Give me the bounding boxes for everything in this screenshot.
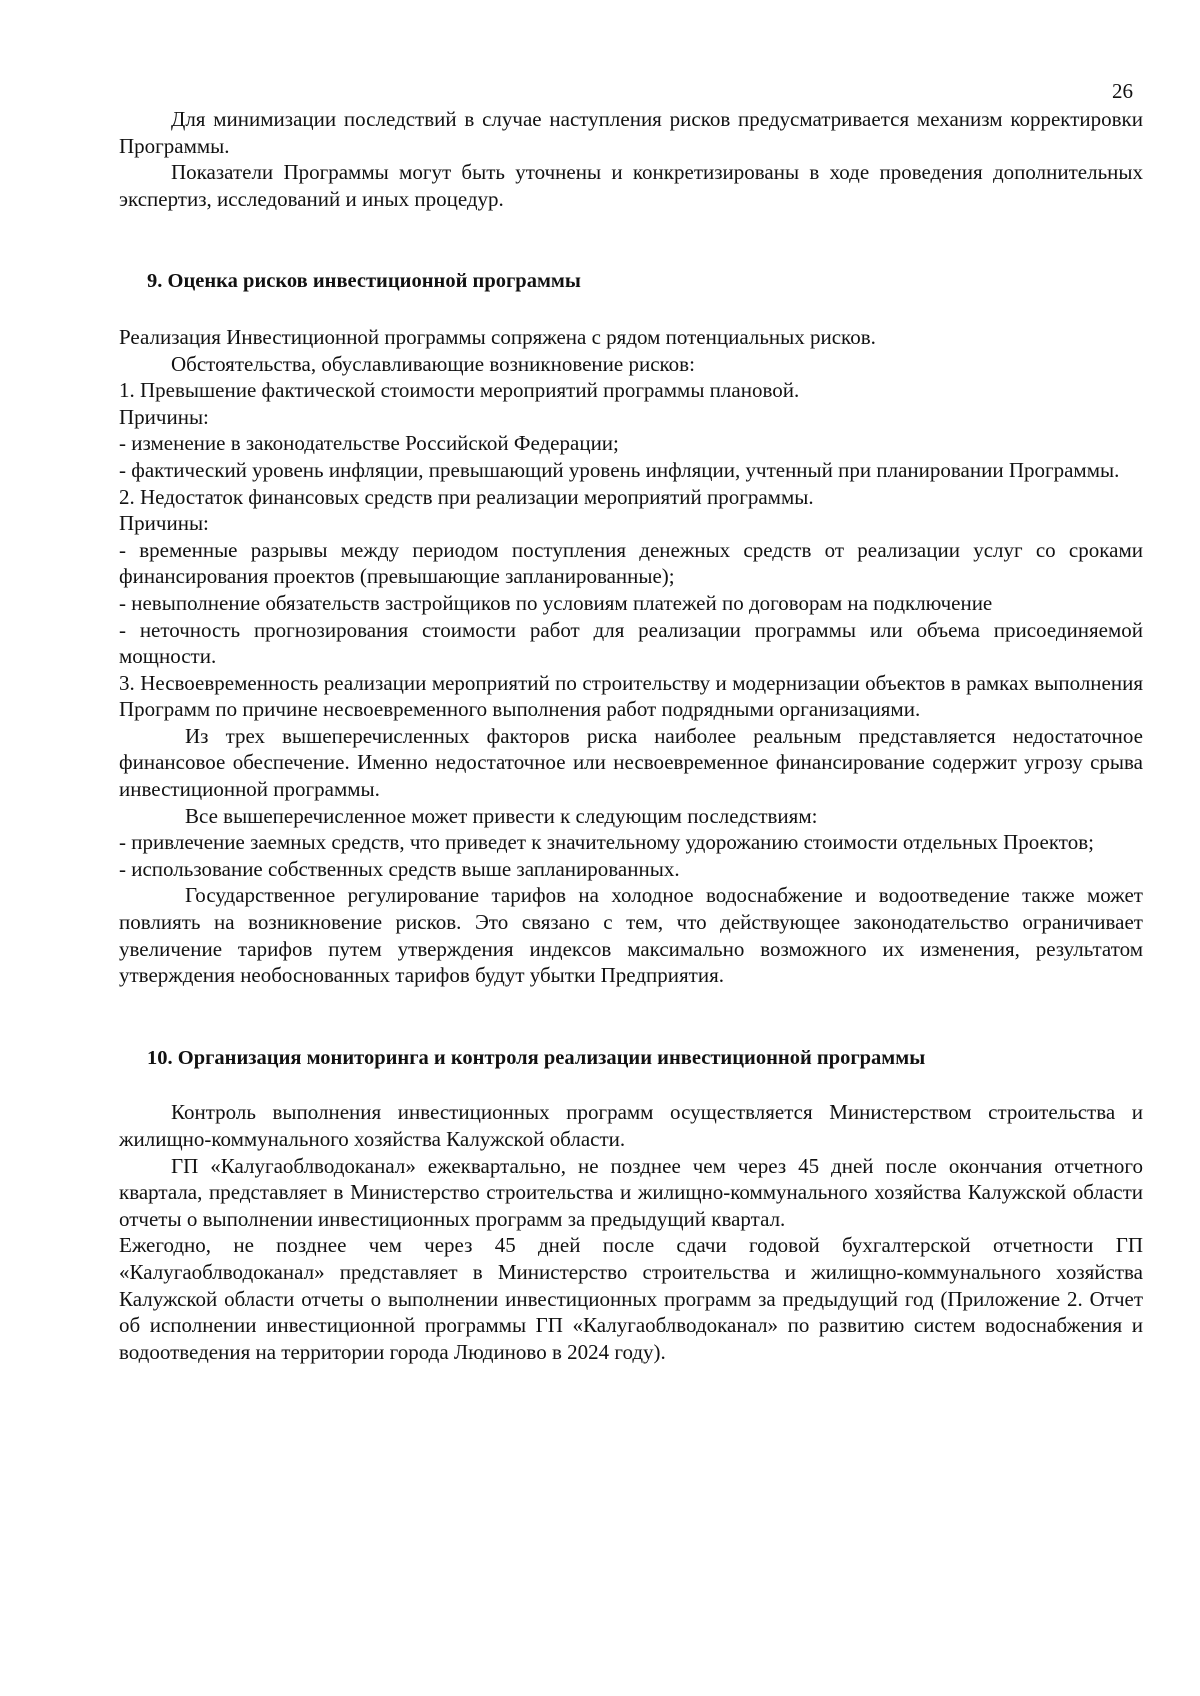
reason-1-2: - фактический уровень инфляции, превышающий уровень инфляции, учтенный при планировании Программы. [119,457,1120,482]
reason-1-1: - изменение в законодательстве Российской Федерации; [119,431,619,456]
intro-paragraph-2: Показатели Программы могут быть уточнены и конкретизированы в ходе проведения дополнительных экспертиз, исследований и иных процедур. [119,160,1143,211]
consequence-1: - привлечение заемных средств, что приведет к значительному удорожанию стоимости отдельных Проектов; [119,830,1094,855]
reason-2-1: - временные разрывы между периодом поступления денежных средств от реализации услуг со сроками финансирования проектов (превышающие запланированные); [119,537,1143,589]
circumstances-intro: Обстоятельства, обуславливающие возникновение рисков: [171,351,695,376]
reason-2-2: - невыполнение обязательств застройщиков по условиям платежей по договорам на подключение [119,590,993,615]
consequence-2: - использование собственных средств выше запланированных. [119,856,680,881]
risk-item-2: 2. Недостаток финансовых средств при реализации мероприятий программы. [119,484,814,509]
risk-conclusion: Из трех вышеперечисленных факторов риска наиболее реальным представляется недостаточное финансовое обеспечение. Именно недостаточное или несвоевременное финансирование содержит угрозу срыва инвестиционной программы. [119,723,1143,802]
reasons-1-label: Причины: [119,404,209,429]
annual-report-paragraph: Ежегодно, не позднее чем через 45 дней после сдачи годовой бухгалтерской отчетности ГП «Калугаоблводоканал» представляет в Министерство строительства и жилищно-коммунального хозяйства Калужской области отчеты о выполнении инвестиционных программ за предыдущий год (Приложение 2. Отчет об исполнении инвестиционной программы ГП «Калугаоблводоканал» по развитию систем водоснабжения и водоотведения на территории города Людиново в 2024 году). [119,1233,1143,1364]
section-9-heading: 9. Оценка рисков инвестиционной программы [147,270,581,293]
quarterly-report-paragraph: ГП «Калугаоблводоканал» ежеквартально, не позднее чем через 45 дней после окончания отчетного квартала, представляет в Министерство строительства и жилищно-коммунального хозяйства Калужской области отчеты о выполнении инвестиционных программ за предыдущий квартал. [119,1153,1143,1231]
intro-paragraph-1: Для минимизации последствий в случае наступления рисков предусматривается механизм корректировки Программы. [119,107,1143,158]
consequences-intro: Все вышеперечисленное может привести к следующим последствиям: [185,803,818,828]
section-9-lead: Реализация Инвестиционной программы сопряжена с рядом потенциальных рисков. [119,324,876,349]
reason-2-3: - неточность прогнозирования стоимости работ для реализации программы или объема присоединяемой мощности. [119,617,1143,669]
tariff-regulation-paragraph: Государственное регулирование тарифов на холодное водоснабжение и водоотведение также может повлиять на возникновение рисков. Это связано с тем, что действующее законодательство ограничивает увеличение тарифов путем утверждения индексов максимально возможного их изменения, результатом утверждения необоснованных тарифов будут убытки Предприятия. [119,883,1143,988]
document-body [119,106,1143,1365]
page-number: 26 [1112,79,1133,103]
control-paragraph: Контроль выполнения инвестиционных программ осуществляется Министерством строительства и жилищно-коммунального хозяйства Калужской области. [119,1100,1143,1151]
reasons-2-label: Причины: [119,511,209,536]
risk-item-1: 1. Превышение фактической стоимости мероприятий программы плановой. [119,378,800,403]
risk-item-3: 3. Несвоевременность реализации мероприятий по строительству и модернизации объектов в рамках выполнения Программ по причине несвоевременного выполнения работ подрядными организациями. [119,670,1143,722]
section-10-heading: 10. Организация мониторинга и контроля реализации инвестиционной программы [147,1046,926,1069]
